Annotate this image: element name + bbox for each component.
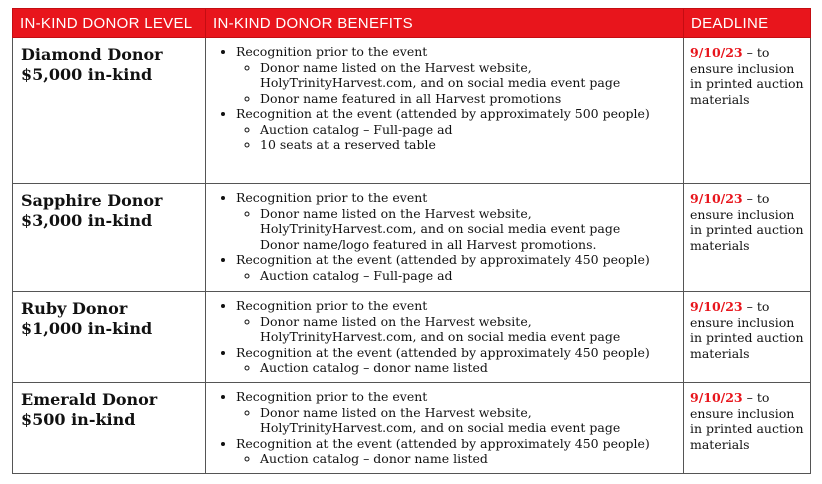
sub-benefit-item: ◦ Donor name listed on the Harvest website, HolyTrinityHarvest.com, and on social media event page (260, 206, 677, 237)
benefit-heading: Recognition prior to the event (236, 298, 428, 313)
benefit-list (210, 298, 677, 376)
level-name: Diamond Donor (21, 45, 163, 64)
benefit-item (236, 106, 677, 153)
sub-benefit-item: ◦ 10 seats at a reserved table (260, 137, 677, 153)
deadline-cell (684, 38, 811, 184)
sub-benefit-list (236, 360, 677, 376)
header-donor-level: IN-KIND DONOR LEVEL (13, 9, 206, 38)
donor-level-cell (13, 292, 206, 383)
donor-level-cell (13, 383, 206, 474)
sub-benefit-item: ◦ Donor name listed on the Harvest website, HolyTrinityHarvest.com, and on social media event page (260, 405, 677, 436)
level-amount: $1,000 in-kind (21, 319, 153, 338)
donor-levels-table (12, 8, 811, 474)
table-row (13, 184, 811, 292)
table-row (13, 292, 811, 383)
sub-benefit-item: ◦ Donor name listed on the Harvest website, HolyTrinityHarvest.com, and on social media event page (260, 60, 677, 91)
benefit-list (210, 389, 677, 467)
donor-level-cell (13, 38, 206, 184)
benefit-item (236, 298, 677, 345)
benefit-item (236, 345, 677, 376)
level-amount: $500 in-kind (21, 410, 136, 429)
benefit-extra-line: Donor name/logo featured in all Harvest promotions. (260, 236, 597, 252)
sub-benefit-list (236, 405, 677, 436)
benefit-item (236, 389, 677, 436)
level-amount: $3,000 in-kind (21, 211, 153, 230)
sub-benefit-list (236, 451, 677, 467)
benefit-item (236, 44, 677, 106)
benefit-heading: Recognition at the event (attended by approximately 450 people) (236, 435, 650, 451)
header-donor-benefits: IN-KIND DONOR BENEFITS (206, 9, 684, 38)
deadline-cell (684, 292, 811, 383)
sub-benefit-list (236, 60, 677, 107)
benefit-heading: Recognition at the event (attended by approximately 450 people) (236, 252, 650, 267)
benefits-cell (206, 184, 684, 292)
deadline-date: 9/10/23 (690, 299, 743, 314)
level-amount: $5,000 in-kind (21, 65, 153, 84)
deadline-text: – to ensure inclusion in printed auction materials (690, 191, 804, 253)
deadline-cell (684, 383, 811, 474)
benefit-item (236, 190, 677, 252)
sub-benefit-list (236, 206, 677, 237)
benefit-item (236, 436, 677, 467)
level-name: Emerald Donor (21, 390, 158, 409)
deadline-date: 9/10/23 (690, 390, 743, 405)
benefit-heading: Recognition prior to the event (236, 44, 428, 59)
deadline-date: 9/10/23 (690, 191, 743, 206)
benefit-heading: Recognition at the event (attended by approximately 450 people) (236, 344, 650, 360)
donor-level-cell (13, 184, 206, 292)
benefit-heading: Recognition at the event (attended by approximately 500 people) (236, 106, 650, 121)
sub-benefit-item: ◦ Auction catalog – Full-page ad (260, 122, 677, 138)
benefits-cell (206, 292, 684, 383)
benefit-heading: Recognition prior to the event (236, 389, 428, 404)
deadline-cell (684, 184, 811, 292)
benefit-list (210, 190, 677, 283)
deadline-date: 9/10/23 (690, 45, 743, 60)
sub-benefit-list (236, 268, 677, 284)
sub-benefit-item: ◦ Auction catalog – Full-page ad (260, 268, 677, 284)
benefit-list (210, 44, 677, 153)
table-header-row (13, 9, 811, 38)
benefits-cell (206, 383, 684, 474)
deadline-text: – to ensure inclusion in printed auction materials (690, 390, 804, 452)
sub-benefit-item: ◦ Donor name listed on the Harvest website, HolyTrinityHarvest.com, and on social media event page (260, 314, 677, 345)
level-name: Ruby Donor (21, 299, 128, 318)
sub-benefit-list (236, 314, 677, 345)
benefit-heading: Recognition prior to the event (236, 190, 428, 205)
sub-benefit-item: ◦ Donor name featured in all Harvest promotions (260, 91, 677, 107)
header-deadline: DEADLINE (684, 9, 811, 38)
deadline-text: – to ensure inclusion in printed auction materials (690, 299, 804, 361)
table-row (13, 38, 811, 184)
sub-benefit-item: ◦ Auction catalog – donor name listed (260, 451, 677, 467)
benefit-item (236, 252, 677, 283)
benefits-cell (206, 38, 684, 184)
sub-benefit-list (236, 122, 677, 153)
table-row (13, 383, 811, 474)
level-name: Sapphire Donor (21, 191, 163, 210)
deadline-text: – to ensure inclusion in printed auction materials (690, 45, 804, 107)
sub-benefit-item: ◦ Auction catalog – donor name listed (260, 360, 677, 376)
